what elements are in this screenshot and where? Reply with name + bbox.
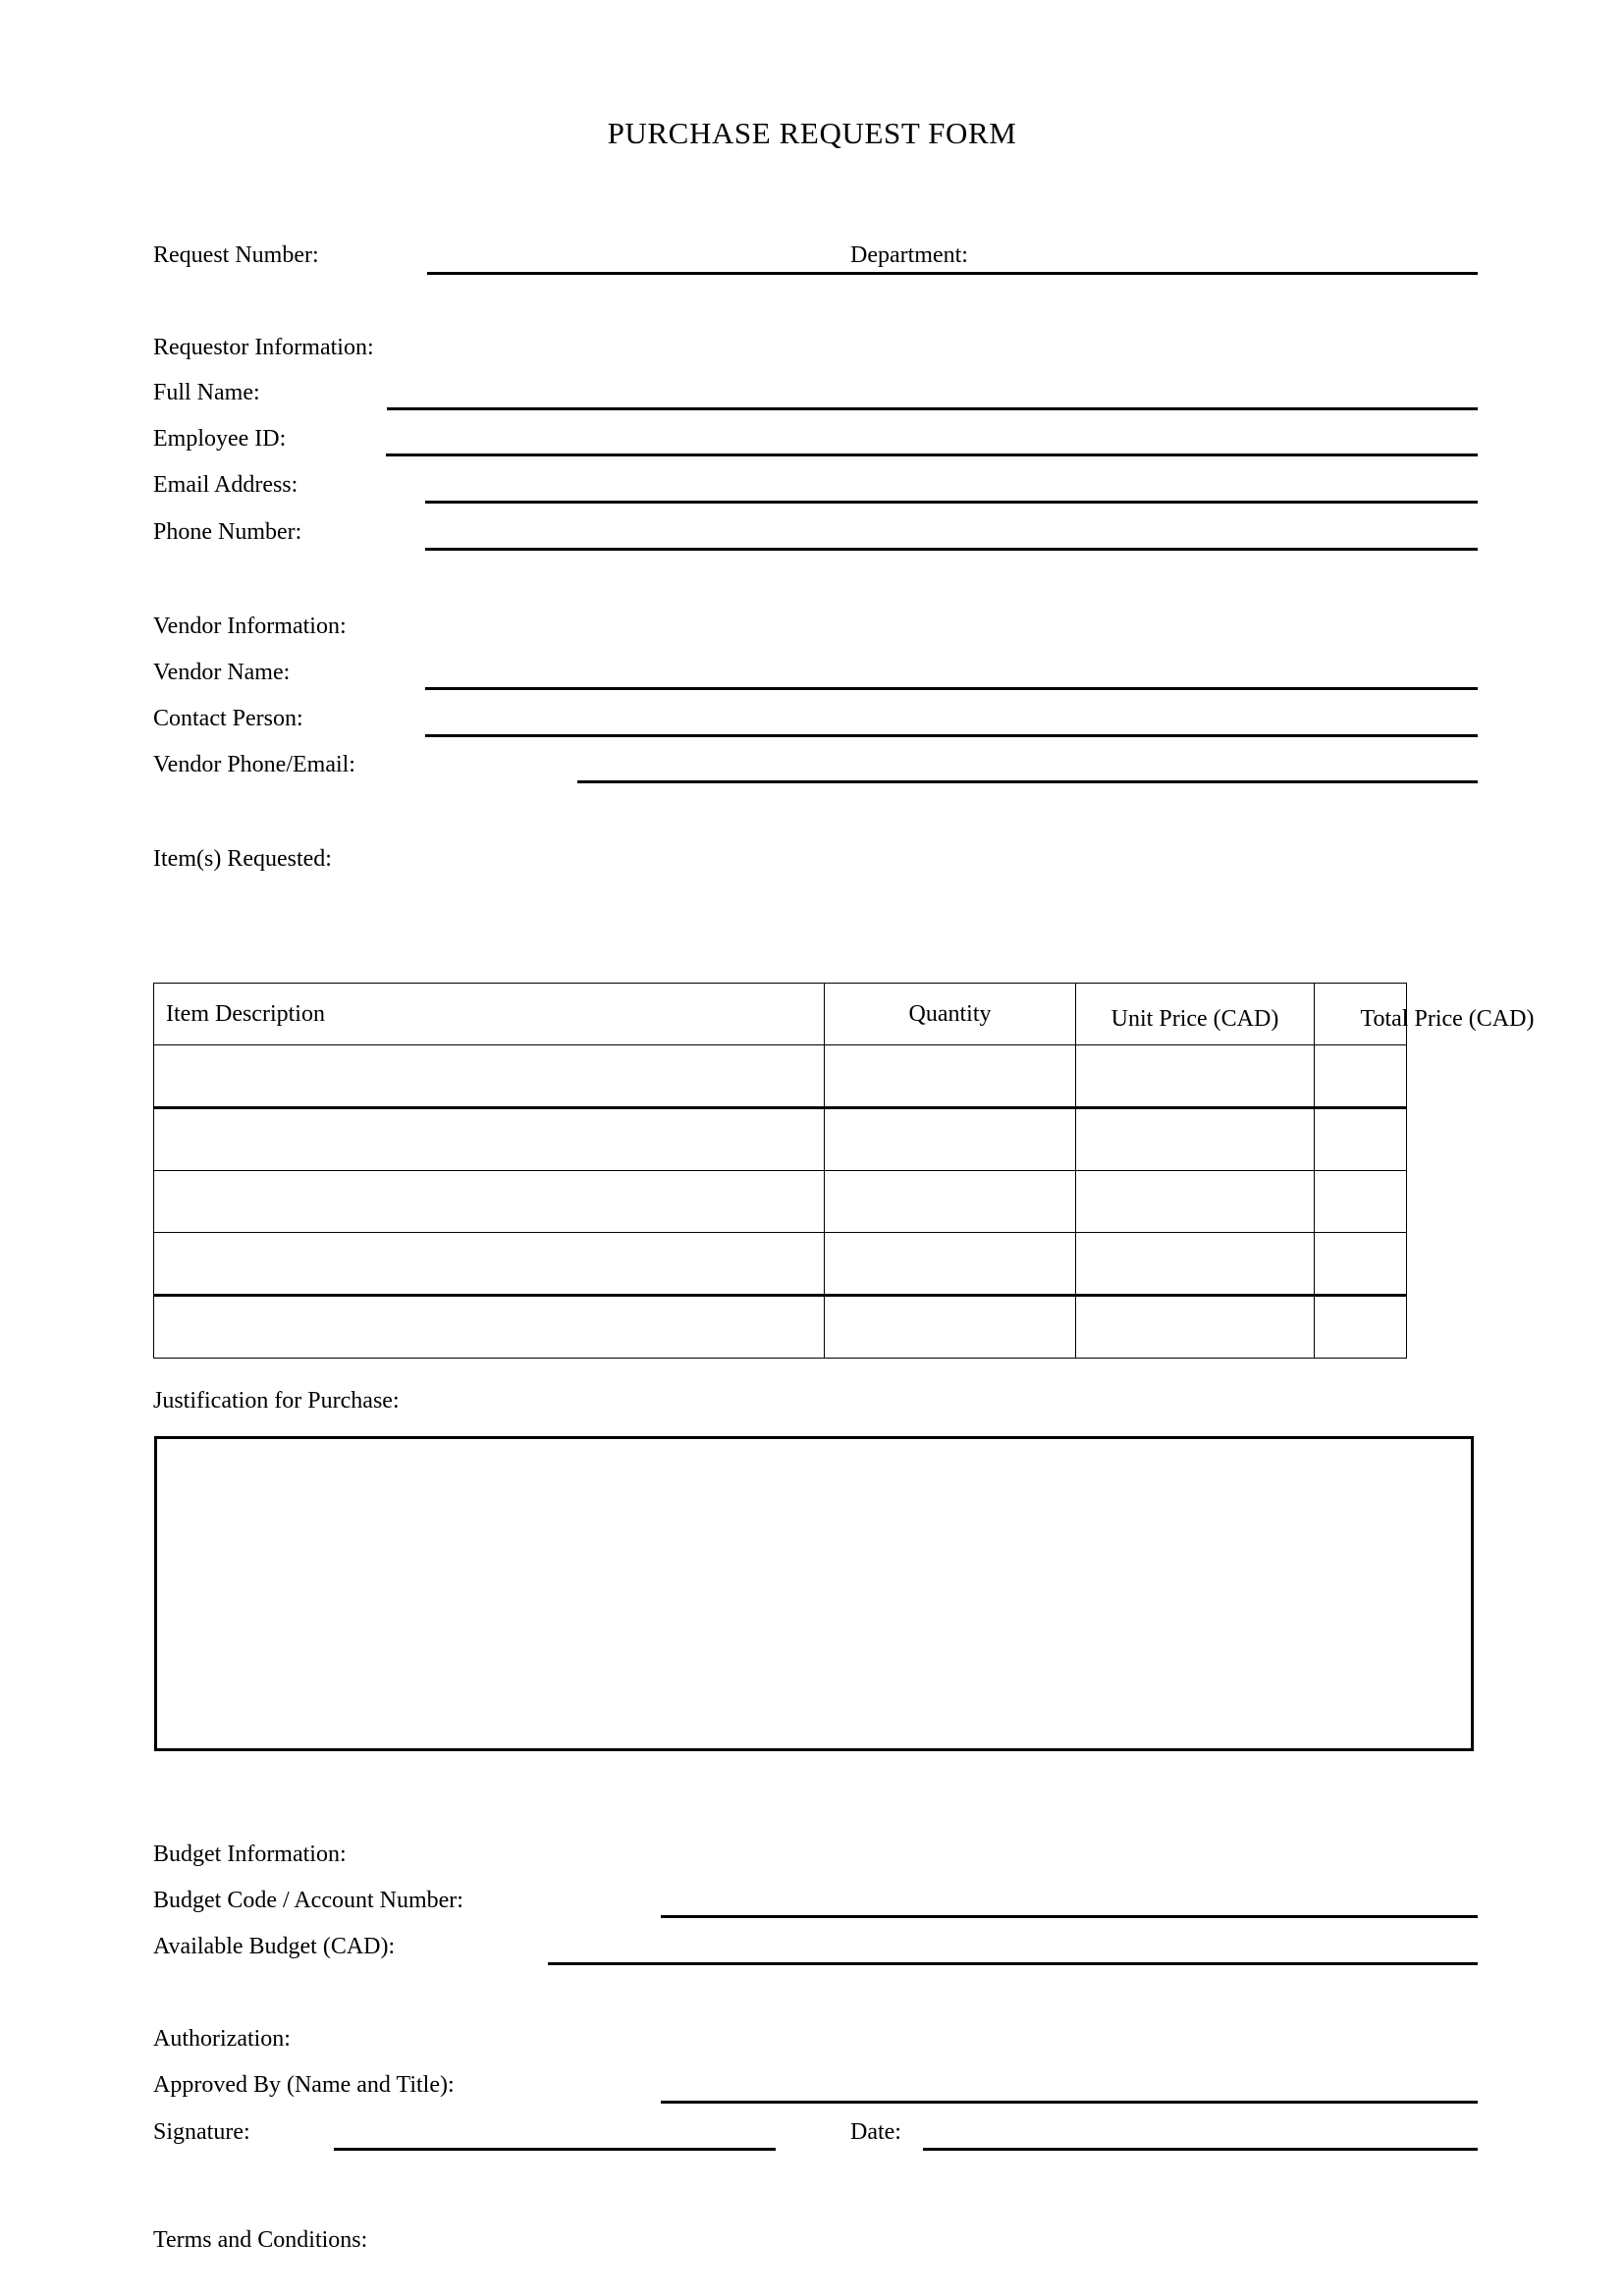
signature-label: Signature: [153, 2119, 250, 2145]
department-label: Department: [850, 242, 968, 268]
phone-number-input-line[interactable] [425, 548, 1478, 551]
cell-total-price[interactable] [1315, 1233, 1407, 1296]
column-header-total-price-text: Total Price (CAD) [1360, 1005, 1535, 1032]
justification-textarea[interactable] [154, 1436, 1474, 1751]
cell-unit-price[interactable] [1076, 1108, 1315, 1171]
cell-item-description[interactable] [154, 1108, 825, 1171]
cell-item-description[interactable] [154, 1171, 825, 1233]
available-budget-input-line[interactable] [548, 1962, 1478, 1965]
cell-unit-price[interactable] [1076, 1045, 1315, 1108]
email-address-input-line[interactable] [425, 501, 1478, 504]
full-name-label: Full Name: [153, 380, 260, 405]
cell-quantity[interactable] [825, 1233, 1076, 1296]
table-row[interactable] [154, 1045, 1407, 1108]
cell-unit-price[interactable] [1076, 1233, 1315, 1296]
column-header-quantity: Quantity [825, 984, 1076, 1045]
column-header-unit-price [1076, 984, 1315, 1045]
cell-item-description[interactable] [154, 1233, 825, 1296]
table-header-row [154, 984, 1407, 1045]
cell-total-price[interactable] [1315, 1045, 1407, 1108]
date-input-line[interactable] [923, 2148, 1478, 2151]
cell-total-price[interactable] [1315, 1108, 1407, 1171]
employee-id-label: Employee ID: [153, 426, 287, 452]
signature-input-line[interactable] [334, 2148, 776, 2151]
contact-person-label: Contact Person: [153, 706, 303, 731]
cell-total-price[interactable] [1315, 1296, 1407, 1359]
employee-id-input-line[interactable] [386, 454, 1478, 456]
column-header-item-description: Item Description [154, 984, 825, 1045]
contact-person-input-line[interactable] [425, 734, 1478, 737]
cell-unit-price[interactable] [1076, 1296, 1315, 1359]
table-row[interactable] [154, 1296, 1407, 1359]
column-header-unit-price-text: Unit Price (CAD) [1110, 1005, 1279, 1032]
column-header-total-price [1315, 984, 1535, 1045]
request-number-department-input-line[interactable] [427, 272, 1478, 275]
vendor-name-label: Vendor Name: [153, 660, 291, 685]
cell-total-price[interactable] [1315, 1171, 1407, 1233]
approved-by-label: Approved By (Name and Title): [153, 2072, 455, 2098]
email-address-label: Email Address: [153, 472, 298, 498]
cell-item-description[interactable] [154, 1045, 825, 1108]
request-number-label: Request Number: [153, 242, 319, 268]
date-label: Date: [850, 2119, 901, 2145]
budget-information-heading: Budget Information: [153, 1842, 347, 1867]
cell-quantity[interactable] [825, 1045, 1076, 1108]
authorization-heading: Authorization: [153, 2026, 291, 2052]
cell-item-description[interactable] [154, 1296, 825, 1359]
page-title: PURCHASE REQUEST FORM [607, 116, 1017, 150]
requestor-information-heading: Requestor Information: [153, 335, 374, 360]
phone-number-label: Phone Number: [153, 519, 302, 545]
terms-and-conditions-heading: Terms and Conditions: [153, 2227, 368, 2253]
budget-code-label: Budget Code / Account Number: [153, 1888, 463, 1913]
cell-quantity[interactable] [825, 1108, 1076, 1171]
cell-unit-price[interactable] [1076, 1171, 1315, 1233]
table-row[interactable] [154, 1171, 1407, 1233]
vendor-name-input-line[interactable] [425, 687, 1478, 690]
vendor-information-heading: Vendor Information: [153, 614, 347, 639]
vendor-phone-email-label: Vendor Phone/Email: [153, 752, 355, 777]
vendor-phone-email-input-line[interactable] [577, 780, 1478, 783]
table-row[interactable] [154, 1233, 1407, 1296]
available-budget-label: Available Budget (CAD): [153, 1934, 396, 1959]
cell-quantity[interactable] [825, 1296, 1076, 1359]
justification-heading: Justification for Purchase: [153, 1388, 400, 1414]
items-requested-table [153, 983, 1535, 1359]
items-requested-heading: Item(s) Requested: [153, 846, 332, 872]
table-row[interactable] [154, 1108, 1407, 1171]
budget-code-input-line[interactable] [661, 1915, 1478, 1918]
full-name-input-line[interactable] [387, 407, 1478, 410]
approved-by-input-line[interactable] [661, 2101, 1478, 2104]
cell-quantity[interactable] [825, 1171, 1076, 1233]
